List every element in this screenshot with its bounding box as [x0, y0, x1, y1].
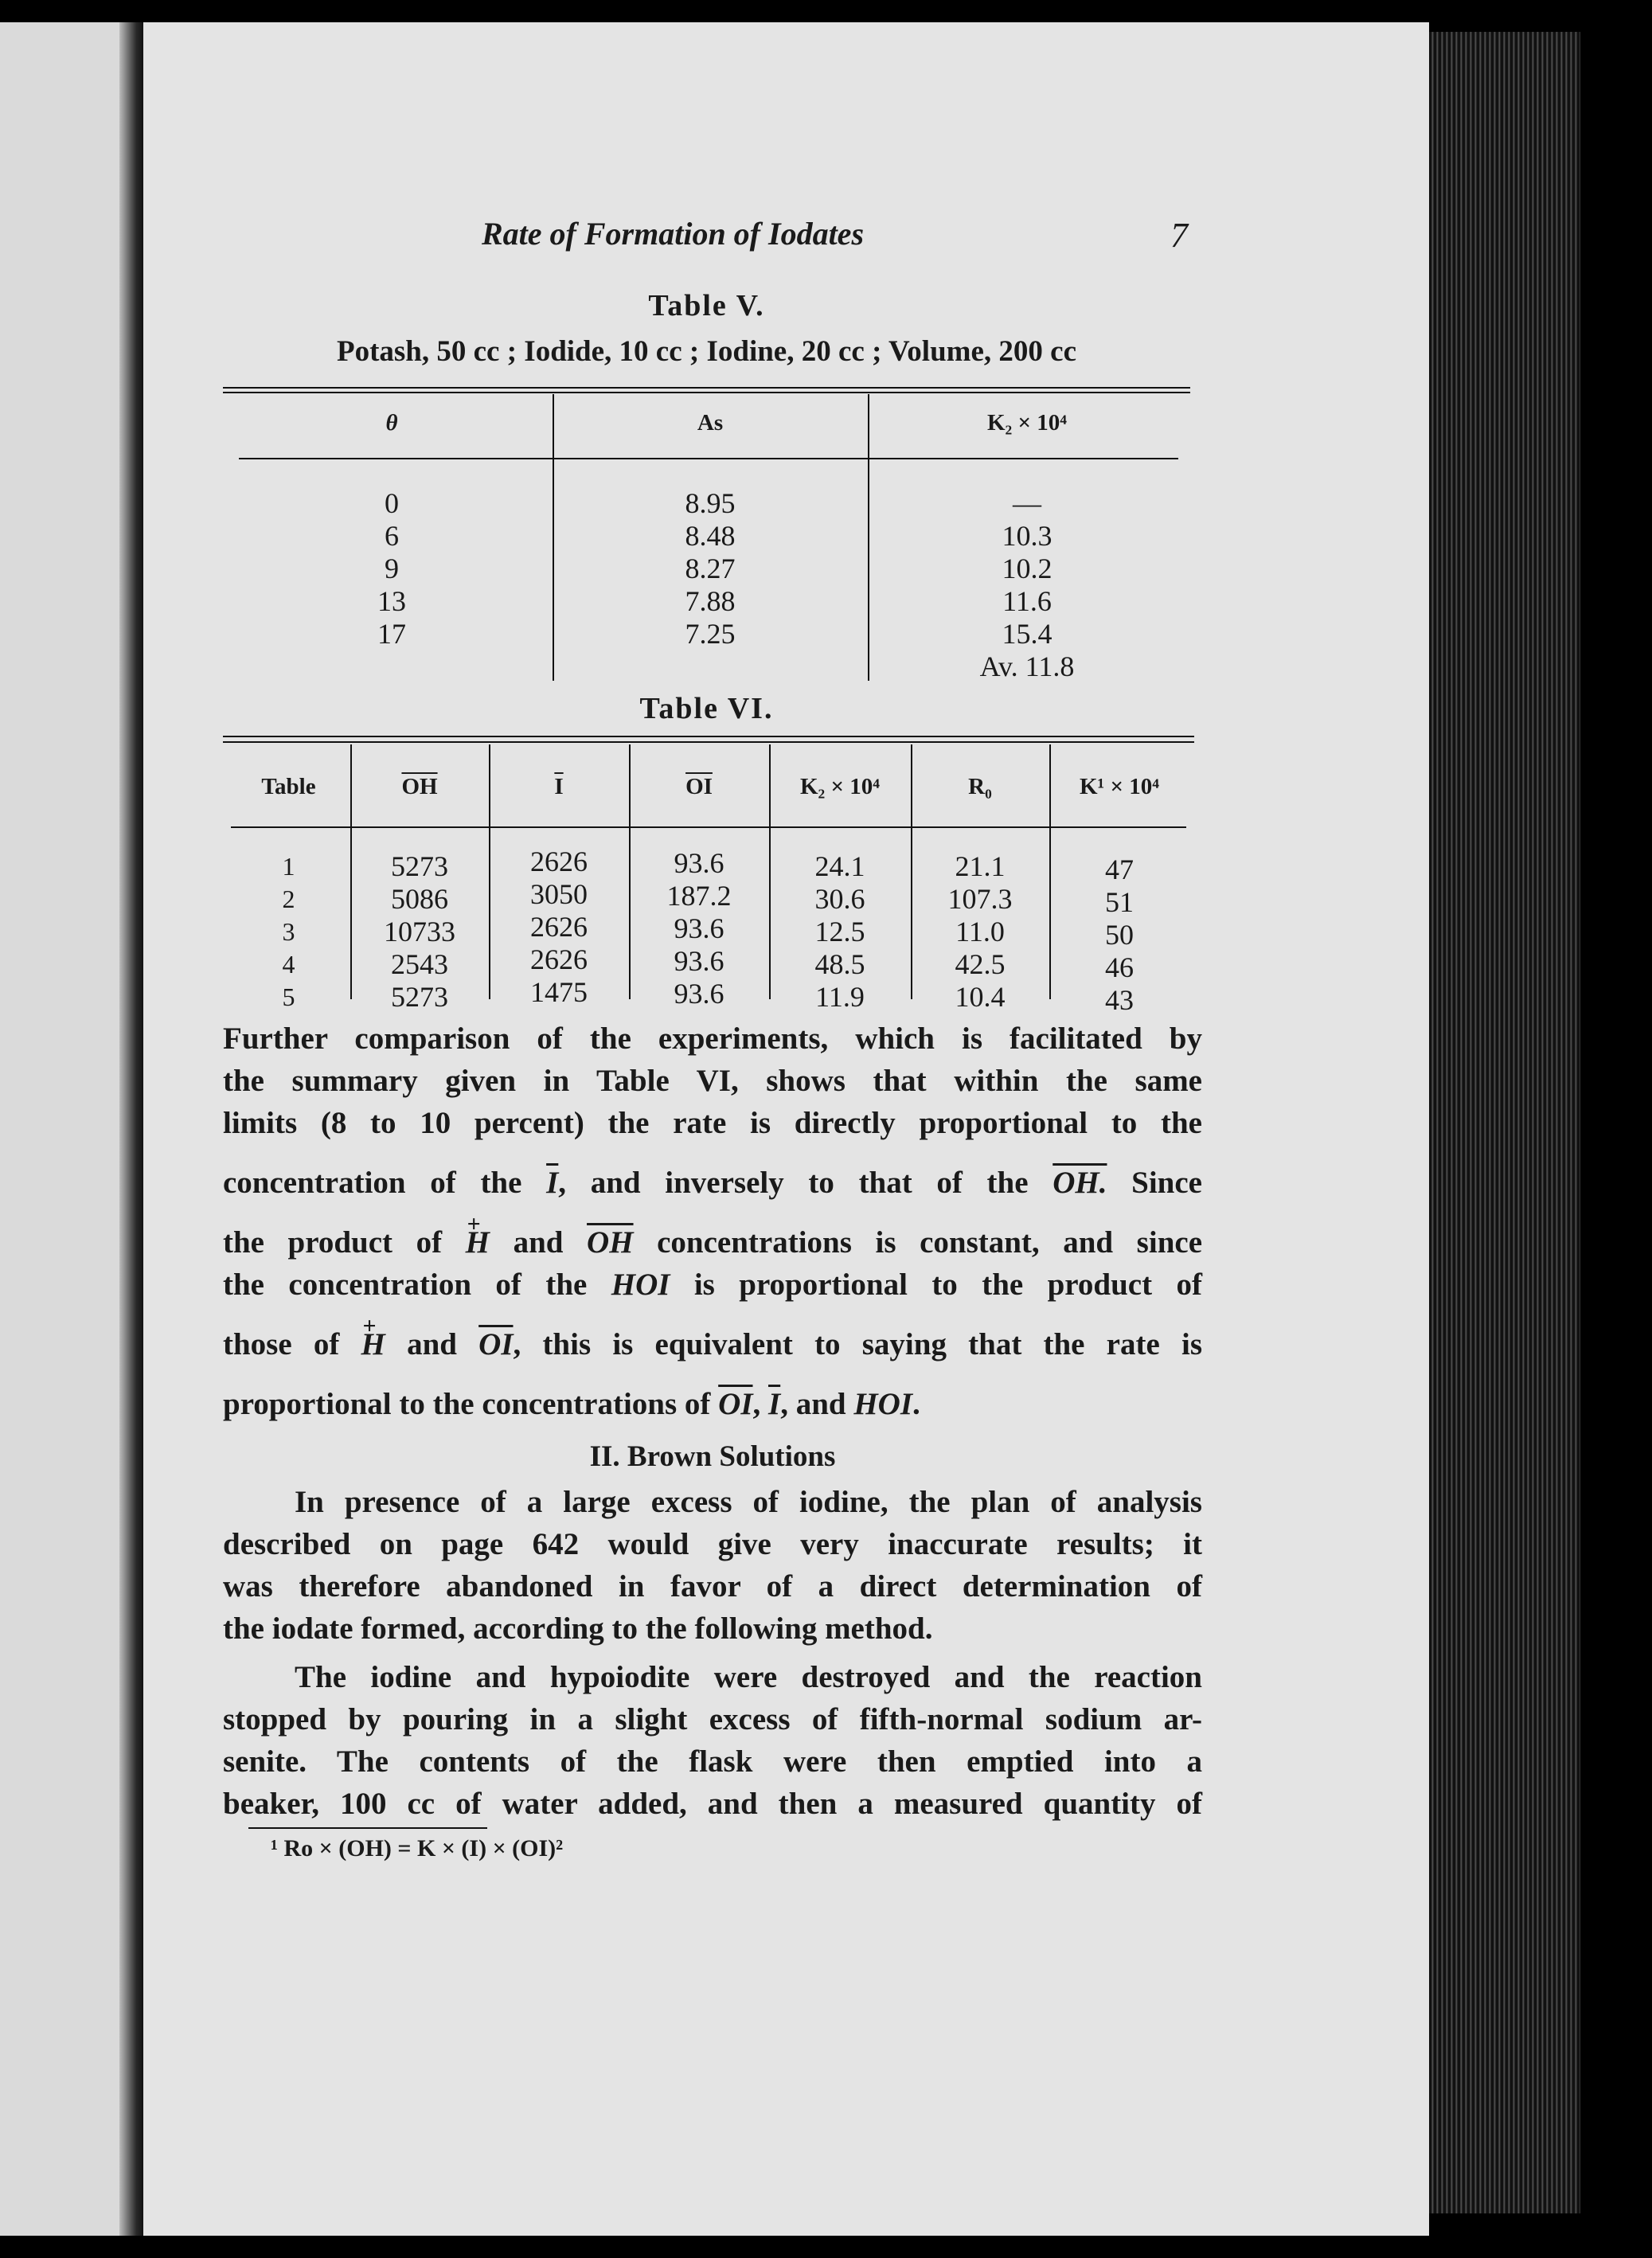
table-cell: 93.6: [674, 978, 724, 1010]
footnote-rule: [248, 1827, 487, 1829]
table-cell: 4: [282, 950, 295, 979]
text-line: those of + H and $\overline{OI}$, this is equivalent to saying that the rate is: [223, 1323, 1202, 1365]
table-6-column-oh: [350, 850, 489, 1014]
table-cell: 7.25: [685, 618, 736, 650]
table-5-top-rule: [223, 387, 1190, 389]
symbol-i-ion: $\overline{I}$: [768, 1387, 781, 1421]
section-heading: II. Brown Solutions: [589, 1440, 836, 1473]
table-5-column-as: [553, 487, 868, 650]
table-5-header-rule: [239, 458, 1178, 459]
table-cell: 12.5: [814, 916, 865, 947]
table-5-header-theta: θ: [385, 410, 398, 436]
table-cell: 1: [282, 852, 295, 881]
symbol-h-ion: + H: [466, 1225, 490, 1260]
table-cell: 3: [282, 917, 295, 946]
text-line: The iodine and hypoiodite were destroyed and the reaction: [295, 1660, 1202, 1694]
text-line: the summary given in Table VI, shows that within the same: [223, 1064, 1202, 1098]
page-number: 7: [1170, 216, 1188, 255]
symbol-i-ion: $\overline{I}$: [546, 1166, 559, 1200]
table-cell: 11.0: [955, 916, 1005, 947]
table-cell: 9: [385, 553, 399, 584]
table-6-column-i: [489, 846, 629, 1009]
symbol-h-ion: + H: [361, 1327, 385, 1361]
table-5-header-k2: K₂ × 10⁴: [987, 410, 1067, 436]
symbol-oi-ion: $\overline{OI}$: [478, 1327, 514, 1361]
table-cell: 5273: [391, 850, 448, 882]
symbol-hoi: HOI: [853, 1387, 913, 1421]
table-cell: 10.2: [1002, 553, 1053, 584]
text-line: limits (8 to 10 percent) the rate is directly proportional to the: [223, 1106, 1202, 1140]
table-cell: 47: [1105, 854, 1134, 885]
table-6-top-rule: [223, 736, 1194, 737]
left-page-edge: [0, 22, 134, 2236]
table-cell: 11.9: [815, 981, 865, 1013]
table-cell: 11.6: [1002, 585, 1052, 617]
table-cell: 48.5: [814, 948, 865, 980]
table-cell: 46: [1105, 951, 1134, 983]
table-cell: 7.88: [685, 585, 736, 617]
table-6-top-rule-2: [223, 741, 1194, 743]
table-cell: 8.48: [685, 520, 736, 552]
footnote: ¹ Ro × (OH) = K × (I) × (OI)²: [271, 1835, 564, 1861]
table-6-column-r0: [911, 850, 1049, 1014]
table-5-title: Table V.: [648, 289, 765, 322]
text-line: described on page 642 would give very inaccurate results; it: [223, 1527, 1202, 1561]
table-cell: 43: [1105, 984, 1134, 1016]
text-line: the iodate formed, according to the following method.: [223, 1611, 933, 1646]
table-cell: 2543: [391, 948, 448, 980]
table-6-header-table: Table: [261, 774, 316, 799]
table-cell: 0: [385, 487, 399, 519]
table-5-column-theta: [231, 487, 553, 650]
table-cell: 2: [282, 885, 295, 913]
table-cell: Av. 11.8: [979, 650, 1075, 682]
table-cell: 15.4: [1002, 618, 1053, 650]
table-cell: 8.95: [685, 487, 736, 519]
table-cell: 10.4: [955, 981, 1006, 1013]
text-line: Further comparison of the experiments, which is facilitated by: [223, 1022, 1202, 1056]
table-cell: 24.1: [814, 850, 865, 882]
paragraph-comparison: [223, 1018, 1202, 1425]
table-cell: 1475: [530, 976, 588, 1008]
table-5-column-k2: [868, 487, 1186, 683]
table-cell: 2626: [530, 911, 588, 943]
table-cell: 187.2: [666, 880, 732, 912]
table-5-header-as: As: [697, 410, 724, 436]
table-cell: 93.6: [674, 847, 724, 879]
text-line: stopped by pouring in a slight excess of fifth-normal sodium ar-: [223, 1702, 1202, 1736]
table-cell: 21.1: [955, 850, 1006, 882]
table-cell: 107.3: [947, 883, 1013, 915]
text-line: In presence of a large excess of iodine, the plan of analysis: [295, 1485, 1202, 1519]
table-6-column-k2: [769, 850, 911, 1014]
table-6-header-oh: $\overline{OH}$: [401, 774, 438, 799]
table-cell: 13: [377, 585, 406, 617]
text-line: was therefore abandoned in favor of a direct determination of: [223, 1569, 1202, 1604]
symbol-oh-ion: $\overline{OH}$: [587, 1225, 634, 1260]
text-line: proportional to the concentrations of $\overline{OI}$, $\overline{I}$, and HOI.: [223, 1387, 920, 1421]
table-cell: —: [1013, 487, 1041, 519]
table-6-header-oi: $\overline{OI}$: [685, 774, 713, 799]
text-line: the concentration of the HOI is proportional to the product of: [223, 1268, 1202, 1302]
table-5-top-rule-2: [223, 392, 1190, 393]
table-cell: 30.6: [814, 883, 865, 915]
table-6-header-i: $\overline{I}$: [554, 774, 564, 799]
table-cell: 93.6: [674, 945, 724, 977]
table-6-header-r0: R₀: [968, 774, 992, 799]
table-5-caption: Potash, 50 cc ; Iodide, 10 cc ; Iodine, 20 cc ; Volume, 200 cc: [336, 335, 1076, 368]
table-6-column-table: [227, 850, 350, 1014]
table-cell: 6: [385, 520, 399, 552]
table-cell: 93.6: [674, 912, 724, 944]
table-6-column-oi: [629, 847, 769, 1010]
table-cell: 10733: [384, 916, 455, 947]
table-cell: 10.3: [1002, 520, 1053, 552]
symbol-hoi: HOI: [611, 1268, 670, 1302]
book-gutter: [119, 22, 143, 2236]
table-cell: 5086: [391, 883, 448, 915]
symbol-oi-ion: $\overline{OI}$: [718, 1387, 753, 1421]
paragraph-method: [223, 1656, 1202, 1825]
table-cell: 51: [1105, 886, 1134, 918]
table-6-column-k1: [1049, 854, 1189, 1017]
table-6-title: Table VI.: [639, 692, 774, 725]
table-cell: 5: [282, 983, 295, 1011]
text-line: the product of + H and $\overline{OH}$ concentrations is constant, and since: [223, 1221, 1202, 1264]
table-6-header-k1: K¹ × 10⁴: [1080, 774, 1159, 799]
text-line: beaker, 100 cc of water added, and then a measured quantity of: [223, 1787, 1202, 1821]
text-line: concentration of the $\overline{I}$, and inversely to that of the OH. Since: [223, 1166, 1202, 1200]
paragraph-brown-solutions: [223, 1481, 1202, 1650]
page-edges-stack: [1429, 32, 1580, 2213]
table-cell: 42.5: [955, 948, 1006, 980]
table-cell: 5273: [391, 981, 448, 1013]
table-cell: 17: [377, 618, 406, 650]
table-cell: 2626: [530, 943, 588, 975]
table-cell: 2626: [530, 846, 588, 877]
table-cell: 50: [1105, 919, 1134, 951]
table-cell: 8.27: [685, 553, 736, 584]
table-cell: 3050: [530, 878, 588, 910]
table-6-header-rule: [231, 826, 1186, 828]
text-line: senite. The contents of the flask were then emptied into a: [223, 1744, 1202, 1779]
symbol-oh-ion: OH.: [1053, 1166, 1107, 1200]
table-6-header-k2: K₂ × 10⁴: [800, 774, 880, 799]
running-head: Rate of Formation of Iodates: [481, 216, 865, 252]
